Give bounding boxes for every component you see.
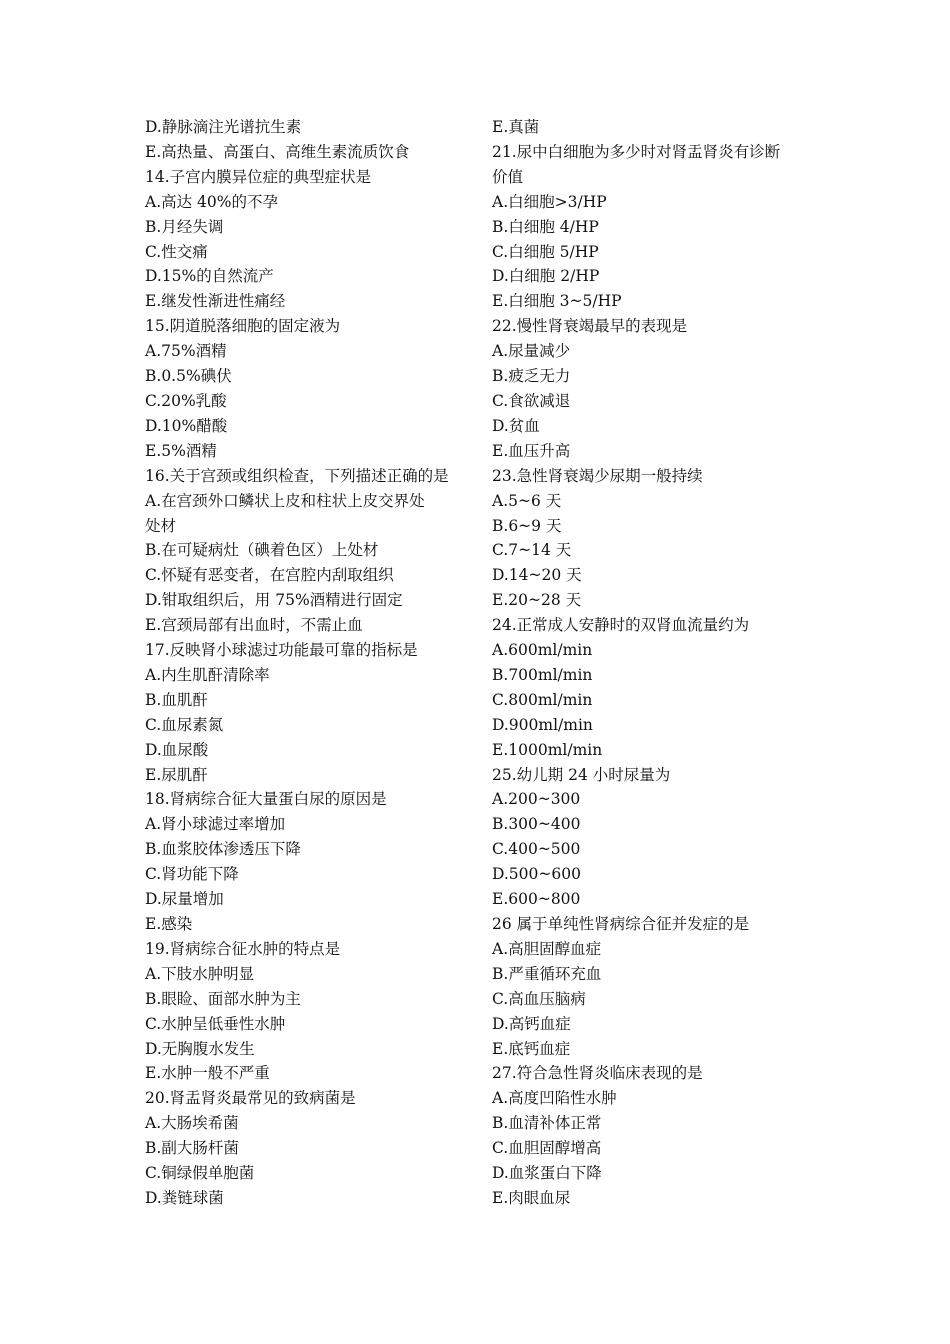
text-line: B.700ml/min [492,665,593,684]
text-line: D.无胸腹水发生 [145,1039,255,1058]
text-line: 价值 [492,167,524,186]
text-line: D.静脉滴注光谱抗生素 [145,118,302,136]
text-line: B.血肌酐 [145,690,208,709]
text-line: A.在宫颈外口鳞状上皮和柱状上皮交界处 [145,491,425,510]
text-line: B.血清补体正常 [492,1114,602,1133]
question-line: 16.关于宫颈或组织检查，下列描述正确的是 [145,466,449,485]
text-line: E.600~800 [492,890,581,909]
text-line: D.10%醋酸 [145,416,228,435]
question-line: 23.急性肾衰竭少尿期一般持续 [492,466,703,485]
text-line: B.血浆胶体渗透压下降 [145,840,301,859]
text-line: E.20~28 天 [492,591,582,610]
question-line: 27.符合急性肾炎临床表现的是 [492,1064,703,1083]
text-line: E.尿肌酐 [145,765,208,784]
text-line: B.副大肠杆菌 [145,1139,239,1158]
text-line: D.500~600 [492,865,581,884]
text-line: E.血压升高 [492,441,571,460]
question-line: 26 属于单纯性肾病综合征并发症的是 [492,915,750,933]
text-line: A.600ml/min [492,641,593,660]
text-line: C.肾功能下降 [145,865,239,884]
text-line: C.怀疑有恶变者，在宫腔内刮取组织 [145,566,394,585]
text-line: B.疲乏无力 [492,367,571,386]
text-line: A.肾小球滤过率增加 [145,815,286,834]
text-line: C.食欲减退 [492,391,571,410]
text-line: A.高达 40%的不孕 [145,192,278,211]
text-line: E.继发性渐进性痛经 [145,292,286,311]
text-line: B.严重循环充血 [492,964,602,983]
text-line: E.5%酒精 [145,441,217,460]
text-line: D.粪链球菌 [145,1188,224,1207]
text-line: D.血尿酸 [145,740,209,759]
text-line: C.铜绿假单胞菌 [145,1164,255,1183]
text-line: B.月经失调 [145,217,224,236]
text-line: A.高度凹陷性水肿 [492,1089,617,1108]
text-line: A.内生肌酐清除率 [145,665,270,684]
text-line: D.血浆蛋白下降 [492,1164,602,1183]
text-line: A.下肢水肿明显 [145,964,255,983]
text-line: B.300~400 [492,815,581,834]
text-line: A.75%酒精 [145,342,227,361]
text-line: B.6~9 天 [492,516,562,535]
text-line: D.贫血 [492,416,540,435]
question-line: 19.肾病综合征水肿的特点是 [145,939,341,958]
text-line: C.血胆固醇增高 [492,1139,602,1158]
text-line: D.高钙血症 [492,1014,571,1033]
text-line: D.钳取组织后，用 75%酒精进行固定 [145,591,403,610]
text-line: D.15%的自然流产 [145,267,274,286]
text-line: C.水肿呈低垂性水肿 [145,1014,286,1033]
text-line: E.1000ml/min [492,740,603,759]
text-line: C.血尿素氮 [145,715,224,734]
left-column [145,115,465,1211]
text-line: E.肉眼血尿 [492,1188,571,1207]
text-line: 处材 [145,516,177,535]
text-line: D.14~20 天 [492,566,582,585]
text-line: E.底钙血症 [492,1039,571,1058]
question-line: 15.阴道脱落细胞的固定液为 [145,317,341,336]
text-line: E.水肿一般不严重 [145,1064,270,1083]
text-line: C.高血压脑病 [492,989,586,1008]
text-line: B.眼睑、面部水肿为主 [145,989,301,1008]
question-line: 22.慢性肾衰竭最早的表现是 [492,317,688,336]
text-line: C.7~14 天 [492,541,572,560]
text-line: E.高热量、高蛋白、高维生素流质饮食 [145,142,410,161]
text-line: B.在可疑病灶（碘着色区）上处材 [145,541,379,560]
text-line: A.高胆固醇血症 [492,939,602,958]
text-line: D.900ml/min [492,715,593,734]
text-line: C.性交痛 [145,242,208,261]
text-line: A.白细胞>3/HP [492,192,607,211]
right-column [492,115,810,1211]
text-line: C.800ml/min [492,690,593,709]
text-line: A.200~300 [492,790,581,809]
text-line: B.0.5%碘伏 [145,367,232,386]
question-line: 25.幼儿期 24 小时尿量为 [492,765,671,784]
question-line: 17.反映肾小球滤过功能最可靠的指标是 [145,641,418,660]
text-line: E.真菌 [492,118,540,136]
text-line: D.白细胞 2/HP [492,267,600,286]
question-line: 21.尿中白细胞为多少时对肾盂肾炎有诊断 [492,142,781,161]
question-line: 20.肾盂肾炎最常见的致病菌是 [145,1089,356,1108]
text-line: E.感染 [145,915,193,933]
text-line: C.白细胞 5/HP [492,242,599,261]
text-line: E.宫颈局部有出血时，不需止血 [145,616,363,635]
text-line: C.400~500 [492,840,581,859]
text-line: B.白细胞 4/HP [492,217,599,236]
text-line: C.20%乳酸 [145,391,227,410]
text-line: D.尿量增加 [145,890,224,909]
text-line: A.尿量减少 [492,342,571,361]
question-line: 14.子宫内膜异位症的典型症状是 [145,167,372,186]
text-line: A.大肠埃希菌 [145,1114,239,1133]
text-line: A.5~6 天 [492,491,562,510]
question-line: 24.正常成人安静时的双肾血流量约为 [492,616,750,635]
text-line: E.白细胞 3~5/HP [492,292,622,311]
question-line: 18.肾病综合征大量蛋白尿的原因是 [145,790,387,809]
